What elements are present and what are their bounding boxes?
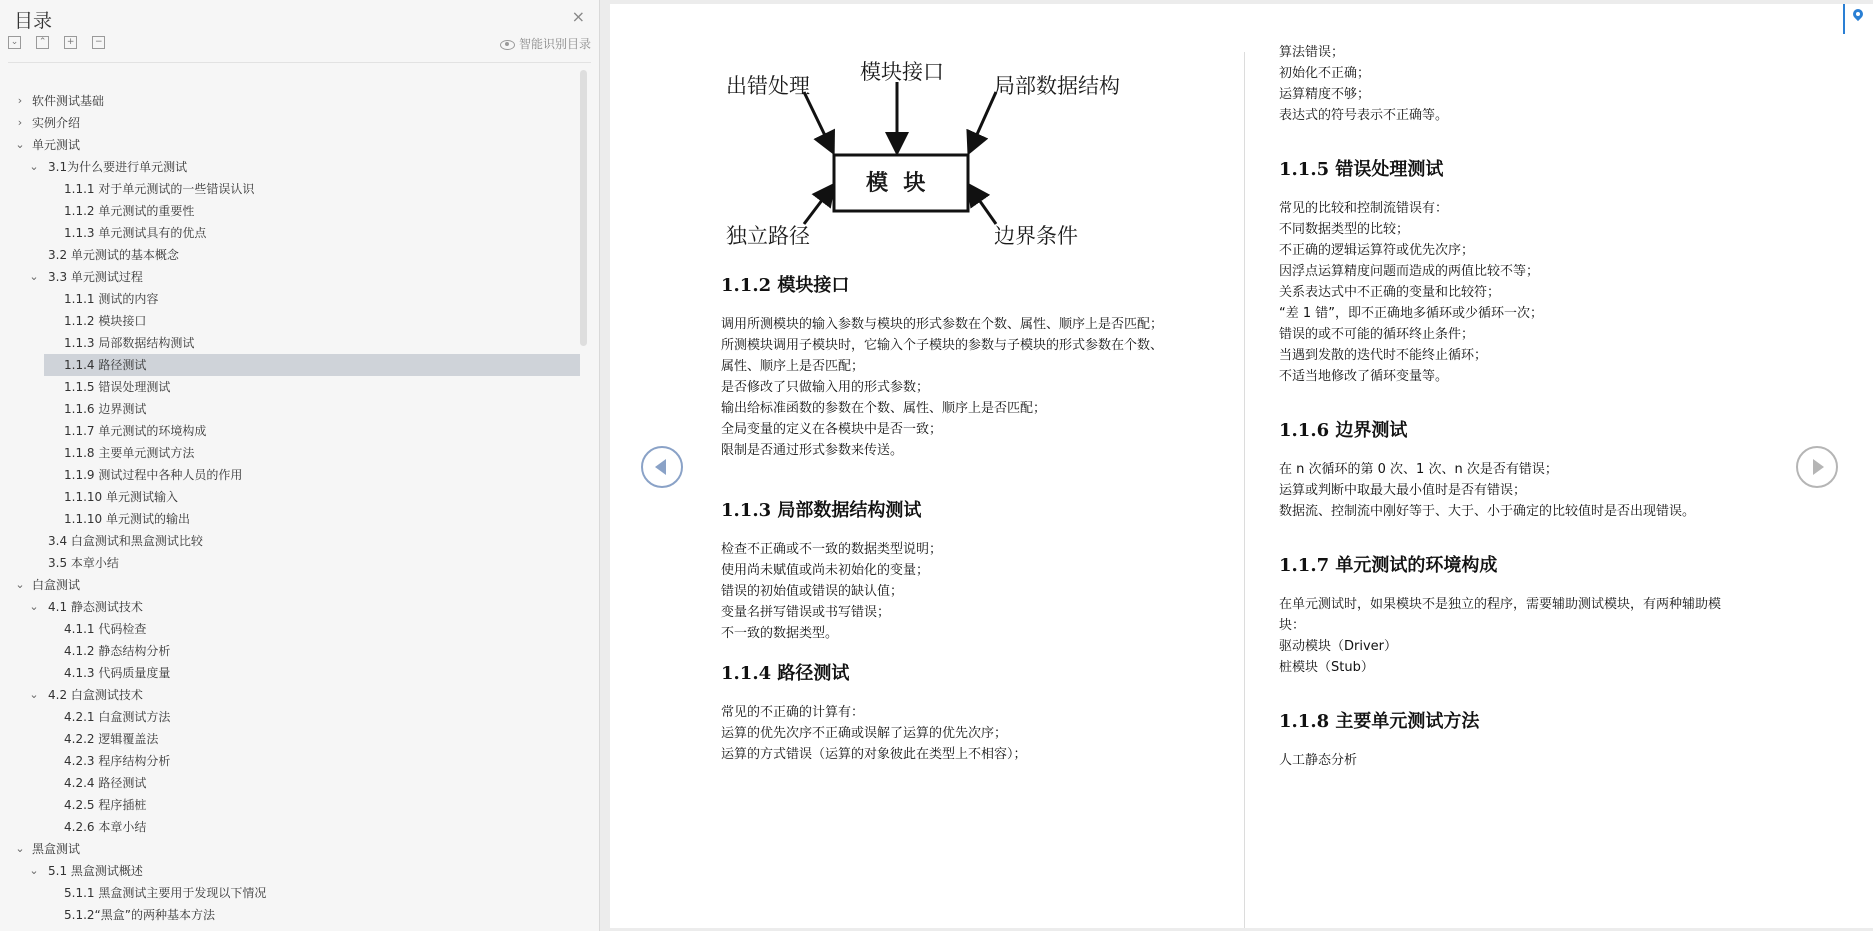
text-line: 不一致的数据类型。: [721, 626, 839, 641]
toc-item-label: 1.1.7 单元测试的环境构成: [64, 424, 207, 438]
chevron-right-icon[interactable]: ›: [17, 116, 23, 129]
text-line: 关系表达式中不正确的变量和比较符；: [1279, 285, 1501, 300]
toc-item-label: 4.2.2 逻辑覆盖法: [64, 732, 159, 746]
toc-item-label: 4.2.5 程序插桩: [64, 798, 147, 812]
toc-item-label: 3.1为什么要进行单元测试: [48, 160, 188, 174]
toc-item-label: 1.1.8 主要单元测试方法: [64, 446, 195, 460]
toc-item-label: 1.1.4 路径测试: [64, 358, 147, 372]
eye-icon: [500, 40, 515, 50]
heading-117: 1.1.7 单元测试的环境构成: [1279, 555, 1498, 576]
section-114-body: [721, 702, 1221, 765]
toc-item-label: 4.2 白盒测试技术: [48, 688, 143, 702]
toc-item[interactable]: [0, 662, 590, 684]
toc-item[interactable]: [0, 134, 590, 156]
toc-title: 目录: [14, 10, 53, 32]
diagram-label-top-right: 局部数据结构: [994, 74, 1120, 98]
text-line: 错误的初始值或错误的缺认值；: [721, 584, 904, 599]
toc-item[interactable]: [0, 706, 590, 728]
toc-item[interactable]: [0, 266, 590, 288]
toc-item-label: 4.2.6 本章小结: [64, 820, 147, 834]
toc-item[interactable]: [0, 772, 590, 794]
text-line: 在 n 次循环的第 0 次、1 次、n 次是否有错误；: [1279, 462, 1558, 477]
text-line: 块：: [1279, 618, 1306, 633]
toc-item[interactable]: [0, 376, 590, 398]
toc-item-label: 5.1.2“黑盒”的两种基本方法: [64, 908, 215, 922]
toc-scrollbar[interactable]: [580, 70, 587, 346]
toc-item-label: 5.1.1 黑盒测试主要用于发现以下情况: [64, 886, 267, 900]
arrow-bottom-left: [804, 187, 832, 224]
text-line: 不适当地修改了循环变量等。: [1279, 369, 1449, 384]
text-line: 初始化不正确；: [1279, 66, 1371, 81]
section-116: [1279, 417, 1759, 522]
expand-up-icon[interactable]: ⌃: [36, 36, 49, 49]
toc-item-label: 5.1 黑盒测试概述: [48, 864, 143, 878]
text-line: “差 1 错”，即不正确地多循环或少循环一次；: [1279, 306, 1544, 321]
chevron-down-icon[interactable]: ⌄: [15, 842, 25, 855]
toc-item-label: 3.5 本章小结: [48, 556, 119, 570]
toc-item[interactable]: [0, 442, 590, 464]
toc-item-label: 1.1.3 单元测试具有的优点: [64, 226, 207, 240]
toc-item-label: 1.1.10 单元测试输入: [64, 490, 178, 504]
text-line: 数据流、控制流中刚好等于、大于、小于确定的比较值时是否出现错误。: [1279, 504, 1696, 519]
toc-item-label: 3.4 白盒测试和黑盒测试比较: [48, 534, 203, 548]
text-line: 运算的优先次序不正确或误解了运算的优先次序；: [721, 726, 1008, 741]
toc-item-label: 4.1 静态测试技术: [48, 600, 143, 614]
toc-item-label: 1.1.10 单元测试的输出: [64, 512, 190, 526]
text-line: 调用所测模块的输入参数与模块的形式参数在个数、属性、顺序上是否匹配；: [721, 317, 1164, 332]
toc-item[interactable]: [0, 794, 590, 816]
toc-item[interactable]: [0, 574, 590, 596]
text-line: 在单元测试时，如果模块不是独立的程序，需要辅助测试模块，有两种辅助模: [1279, 597, 1722, 612]
diagram-label-bottom-left: 独立路径: [726, 224, 810, 248]
text-line: 限制是否通过形式参数来传送。: [721, 443, 904, 458]
heading-116: 1.1.6 边界测试: [1279, 420, 1408, 441]
section-116-body: [1279, 459, 1759, 522]
chevron-down-icon[interactable]: ⌄: [29, 270, 39, 283]
close-icon[interactable]: ×: [571, 7, 585, 26]
toc-item[interactable]: [0, 882, 590, 904]
toc-item[interactable]: [0, 464, 590, 486]
module-interface-diagram: [722, 52, 1122, 292]
toc-item[interactable]: [0, 728, 590, 750]
text-line: 运算的方式错误（运算的对象彼此在类型上不相容）；: [721, 747, 1027, 762]
toc-item-label: 4.2.3 程序结构分析: [64, 754, 171, 768]
text-line: 因浮点运算精度问题而造成的两值比较不等；: [1279, 264, 1540, 279]
toc-item-label: 4.2.1 白盒测试方法: [64, 710, 171, 724]
toc-item[interactable]: [0, 288, 590, 310]
diagram-label-top: 模块接口: [860, 60, 944, 84]
text-line: 常见的不正确的计算有：: [721, 705, 865, 720]
toc-item[interactable]: [0, 420, 590, 442]
toc-item[interactable]: [0, 332, 590, 354]
toc-item[interactable]: [0, 486, 590, 508]
section-118-body: [1279, 750, 1759, 771]
toc-panel: [0, 0, 600, 931]
toc-item-label: 1.1.6 边界测试: [64, 402, 147, 416]
toc-item[interactable]: [0, 178, 590, 200]
toc-item[interactable]: [0, 860, 590, 882]
section-117: [1279, 552, 1759, 678]
toc-item[interactable]: [0, 596, 590, 618]
toc-item[interactable]: [0, 156, 590, 178]
diagram-label-center: 模 块: [866, 171, 926, 196]
text-line: 常见的比较和控制流错误有：: [1279, 201, 1449, 216]
toc-item-label: 4.1.1 代码检查: [64, 622, 147, 636]
toc-item[interactable]: [0, 816, 590, 838]
toc-item-label: 1.1.3 局部数据结构测试: [64, 336, 195, 350]
toc-toolbar: [8, 36, 115, 50]
toc-item-label: 实例介绍: [32, 116, 81, 130]
toc-item[interactable]: [0, 112, 590, 134]
chevron-down-icon[interactable]: ⌄: [15, 578, 25, 591]
chevron-down-icon[interactable]: ⌄: [29, 864, 39, 877]
toc-item[interactable]: [0, 750, 590, 772]
toc-item[interactable]: [0, 552, 590, 574]
toc-item-label: 软件测试基础: [32, 94, 105, 108]
toc-item[interactable]: [0, 684, 590, 706]
toc-list: [0, 90, 590, 926]
text-line: 变量名拼写错误或书写错误；: [721, 605, 891, 620]
text-line: 运算精度不够；: [1279, 87, 1371, 102]
section-115: [1279, 156, 1759, 387]
toc-item-label: 4.2.4 路径测试: [64, 776, 147, 790]
chevron-right-icon[interactable]: ›: [17, 94, 23, 107]
toc-item[interactable]: [0, 618, 590, 640]
section-112: [721, 272, 1221, 461]
toc-item-label: 4.1.2 静态结构分析: [64, 644, 171, 658]
prev-page-button[interactable]: [641, 446, 683, 488]
toc-item-label: 黑盒测试: [32, 842, 81, 856]
toc-item-label: 1.1.9 测试过程中各种人员的作用: [64, 468, 243, 482]
section-113: [721, 497, 1221, 644]
text-line: 是否修改了只做输入用的形式参数；: [721, 380, 930, 395]
heading-112: 1.1.2 模块接口: [721, 275, 850, 296]
arrow-bottom-right: [970, 187, 996, 224]
collapse-all-icon[interactable]: ⌄: [8, 36, 21, 49]
arrow-top-left: [804, 92, 832, 150]
add-icon[interactable]: +: [64, 36, 77, 49]
section-117-body: [1279, 594, 1759, 678]
right-top-lines: [1279, 42, 1759, 126]
toc-item-label: 单元测试: [32, 138, 81, 152]
right-column: [1279, 42, 1759, 771]
toc-item-label: 3.3 单元测试过程: [48, 270, 143, 284]
chevron-down-icon[interactable]: ⌄: [15, 138, 25, 151]
toc-item[interactable]: [0, 398, 590, 420]
toc-item[interactable]: [0, 200, 590, 222]
text-line: 桩模块（Stub）: [1279, 660, 1374, 675]
text-line: 使用尚未赋值或尚未初始化的变量；: [721, 563, 930, 578]
location-pin-icon[interactable]: [1843, 4, 1873, 34]
chevron-down-icon[interactable]: ⌄: [29, 688, 39, 701]
toc-item-label: 1.1.1 对于单元测试的一些错误认识: [64, 182, 255, 196]
text-line: 不同数据类型的比较；: [1279, 222, 1410, 237]
toc-item-label: 4.1.3 代码质量度量: [64, 666, 171, 680]
text-line: 当遇到发散的迭代时不能终止循环；: [1279, 348, 1488, 363]
chevron-down-icon[interactable]: ⌄: [29, 160, 39, 173]
text-line: 人工静态分析: [1279, 753, 1358, 768]
smart-toc-label: 智能识别目录: [518, 37, 591, 51]
text-line: 驱动模块（Driver）: [1279, 639, 1398, 654]
toc-item[interactable]: [0, 222, 590, 244]
heading-114: 1.1.4 路径测试: [721, 663, 850, 684]
diagram-label-top-left: 出错处理: [726, 74, 810, 98]
section-118: [1279, 708, 1759, 771]
arrow-top-right: [970, 92, 996, 150]
text-line: 表达式的符号表示不正确等。: [1279, 108, 1449, 123]
toc-divider: [8, 62, 591, 63]
text-line: 运算或判断中取最大最小值时是否有错误；: [1279, 483, 1527, 498]
text-line: 不正确的逻辑运算符或优先次序；: [1279, 243, 1475, 258]
toc-item[interactable]: [0, 508, 590, 530]
page-divider: [1244, 52, 1245, 928]
remove-icon[interactable]: −: [92, 36, 105, 49]
toc-item-label: 1.1.2 模块接口: [64, 314, 147, 328]
text-line: 算法错误；: [1279, 45, 1345, 60]
text-line: 全局变量的定义在各模块中是否一致；: [721, 422, 943, 437]
text-line: 错误的或不可能的循环终止条件；: [1279, 327, 1475, 342]
text-line: 输出给标准函数的参数在个数、属性、顺序上是否匹配；: [721, 401, 1047, 416]
toc-item[interactable]: [0, 244, 590, 266]
left-column: [721, 272, 1221, 765]
diagram-label-bottom-right: 边界条件: [994, 224, 1078, 248]
heading-118: 1.1.8 主要单元测试方法: [1279, 711, 1480, 732]
toc-item[interactable]: [0, 838, 590, 860]
heading-113: 1.1.3 局部数据结构测试: [721, 500, 922, 521]
toc-item[interactable]: [0, 310, 590, 332]
section-112-body: [721, 314, 1221, 461]
toc-item[interactable]: [0, 530, 590, 552]
next-page-button[interactable]: [1796, 446, 1838, 488]
toc-item-label: 白盒测试: [32, 578, 81, 592]
toc-item-label: 1.1.1 测试的内容: [64, 292, 159, 306]
toc-item-label: 1.1.2 单元测试的重要性: [64, 204, 195, 218]
section-113-body: [721, 539, 1221, 644]
section-114: [721, 660, 1221, 765]
text-line: 属性、顺序上是否匹配；: [721, 359, 865, 374]
heading-115: 1.1.5 错误处理测试: [1279, 159, 1444, 180]
section-115-body: [1279, 198, 1759, 387]
toc-item-label: 1.1.5 错误处理测试: [64, 380, 171, 394]
text-line: 所测模块调用子模块时，它输入个子模块的参数与子模块的形式参数在个数、: [721, 338, 1164, 353]
smart-toc-button[interactable]: [500, 35, 591, 52]
document-reader: [610, 4, 1873, 928]
toc-item[interactable]: [0, 904, 590, 926]
toc-item-label: 3.2 单元测试的基本概念: [48, 248, 179, 262]
text-line: 检查不正确或不一致的数据类型说明；: [721, 542, 943, 557]
toc-item[interactable]: [0, 90, 590, 112]
chevron-down-icon[interactable]: ⌄: [29, 600, 39, 613]
toc-item[interactable]: [0, 640, 590, 662]
toc-item[interactable]: [0, 354, 590, 376]
